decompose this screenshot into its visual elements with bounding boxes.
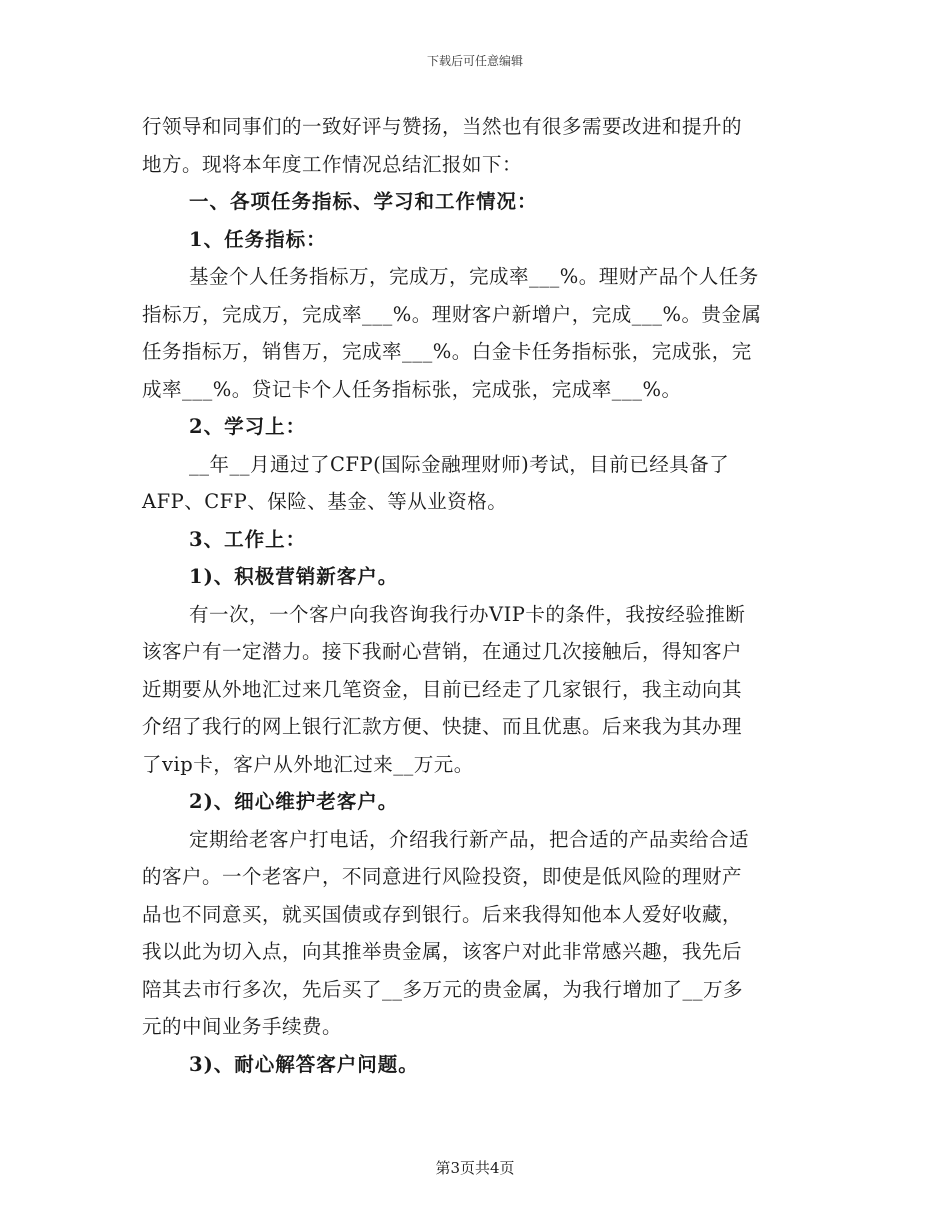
paragraph-line: 行领导和同事们的一致好评与赞扬，当然也有很多需要改进和提升的	[142, 115, 743, 138]
item-heading: 3)、耐心解答客户问题。	[189, 1052, 419, 1076]
paragraph-line: 任务指标万，销售万，完成率___%。白金卡任务指标张，完成张，完	[142, 340, 752, 363]
page-header: 下载后可任意编辑	[426, 54, 523, 68]
paragraph-line: 成率___%。贷记卡个人任务指标张，完成张，完成率___%。	[142, 377, 682, 401]
paragraph-line: 该客户有一定潜力。接下我耐心营销，在通过几次接触后，得知客户	[142, 640, 743, 663]
page-footer: 第3页共4页	[435, 1159, 515, 1177]
subsection-heading: 2、学习上：	[189, 415, 307, 438]
paragraph-line: 定期给老客户打电话，介绍我行新产品，把合适的产品卖给合适	[189, 827, 750, 851]
item-heading: 2)、细心维护老客户。	[189, 790, 399, 813]
paragraph-line: 品也不同意买，就买国债或存到银行。后来我得知他本人爱好收藏，	[142, 902, 743, 926]
paragraph-line: 有一次，一个客户向我咨询我行办VIP卡的条件，我按经验推断	[189, 602, 746, 626]
paragraph-line: AFP、CFP、保险、基金、等从业资格。	[142, 490, 508, 513]
item-heading: 1)、积极营销新客户。	[189, 565, 399, 588]
document-body	[142, 108, 807, 1083]
paragraph-line: 地方。现将本年度工作情况总结汇报如下：	[142, 152, 523, 176]
paragraph-line: 近期要从外地汇过来几笔资金，目前已经走了几家银行，我主动向其	[142, 677, 743, 701]
subsection-heading: 1、任务指标：	[189, 227, 327, 251]
paragraph-line: 陪其去市行多次，先后买了__多万元的贵金属，为我行增加了__万多	[142, 977, 744, 1001]
paragraph-line: 指标万，完成万，完成率___%。理财客户新增户，完成___%。贵金属	[142, 302, 762, 326]
paragraph-line: 介绍了我行的网上银行汇款方便、快捷、而且优惠。后来我为其办理	[142, 715, 743, 738]
subsection-heading: 3、工作上：	[189, 527, 307, 551]
paragraph-line: __年__月通过了CFP(国际金融理财师)考试，目前已经具备了	[189, 452, 730, 476]
paragraph-line: 基金个人任务指标万，完成万，完成率___%。理财产品个人任务	[189, 265, 759, 288]
section-heading: 一、各项任务指标、学习和工作情况：	[189, 190, 538, 213]
paragraph-line: 了vip卡，客户从外地汇过来__万元。	[142, 752, 474, 776]
paragraph-line: 元的中间业务手续费。	[142, 1015, 343, 1038]
paragraph-line: 我以此为切入点，向其推举贵金属，该客户对此非常感兴趣，我先后	[142, 940, 743, 963]
paragraph-line: 的客户。一个老客户，不同意进行风险投资，即使是低风险的理财产	[142, 865, 743, 888]
